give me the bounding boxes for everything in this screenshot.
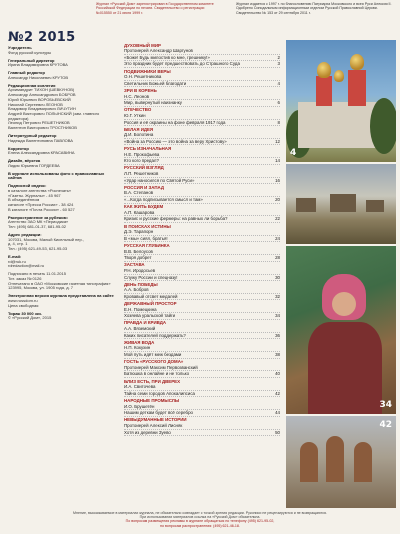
toc-entry	[124, 307, 280, 314]
toc-page-number: 36	[275, 332, 280, 338]
tree-shape	[370, 98, 396, 154]
imprint-line: Валентин Викторович ТРОСТНИКОВ	[8, 125, 77, 131]
toc-entry-title: «Удар наносился по Святой Руси»	[124, 177, 195, 183]
woman-portrait-photo	[286, 246, 396, 414]
toc-entry-title: Протоиерей Максим Первозванский	[124, 364, 198, 370]
imprint-block	[8, 172, 118, 181]
golden-dome-icon	[350, 54, 364, 70]
toc-page-number: 22	[275, 216, 280, 222]
toc-entry-title: «Война за Россию — это война за веру Христову»	[124, 138, 227, 144]
imprint-column	[8, 46, 118, 324]
imprint-heading: Распространение за рубежом:	[8, 214, 68, 220]
toc-entry-title: Д.И. Болотина	[124, 132, 154, 138]
toc-entry	[124, 61, 280, 68]
toc-entry	[124, 326, 280, 333]
toc-entry	[124, 94, 280, 101]
imprint-line: Подписано в печать 11.01.2015	[8, 271, 66, 277]
imprint-heading: Дизайн, вёрстка	[8, 158, 41, 164]
footer-line: Мнение, высказываемое в материалах журнала, не обязательно совпадает с точкой зрения редакции. Рукописи не рецензируются и не возвращаются.	[73, 511, 327, 515]
toc-entry	[124, 371, 280, 378]
imprint-line: Тел: (495) 681-01-37, 681-95-02	[8, 224, 67, 230]
imprint-line: д. 4, стр. 1	[8, 241, 28, 247]
toc-entry	[124, 171, 280, 178]
imprint-line: Александр Николаевич КРУТОВ	[8, 74, 69, 80]
toc-page-number: 42	[275, 390, 280, 396]
toc-page-number: 50	[275, 429, 280, 435]
table-of-contents	[124, 42, 280, 436]
toc-section-heading: ПОДВИЖНИКИ ВЕРЫ	[124, 68, 171, 74]
toc-section-heading: ДУХОВНЫЙ МИР	[124, 42, 161, 48]
toc-entry	[124, 391, 280, 398]
toc-entry-title: Светильник Божьей благодати	[124, 80, 187, 86]
footer-notice	[8, 511, 392, 528]
imprint-line: Лидия Юрьевна ГОРДЕЕВА	[8, 162, 60, 168]
imprint-line: Ирина Владимировна КРУТОВА	[8, 62, 68, 68]
imprint-block	[8, 233, 118, 252]
imprint-line: 107031, Москва, Малый Кисельный пер.,	[8, 236, 84, 242]
imprint-block	[8, 312, 118, 321]
toc-entry	[124, 113, 280, 120]
toc-entry-title: Батюшка в онлайне и не только	[124, 371, 190, 377]
footer-line: При использовании материалов ссылка на «Русский Дом» обязательна.	[139, 515, 261, 520]
toc-entry	[124, 197, 280, 204]
toc-entry-title: Кровавый отсвет медалей	[124, 293, 178, 299]
imprint-line: В каталоге «Почта России» - 60 527	[8, 206, 75, 212]
imprint-line: rdredaction@mail.ru	[8, 263, 45, 269]
registration-note	[96, 2, 218, 15]
toc-entry	[124, 423, 280, 430]
blessing-note	[236, 2, 396, 15]
golden-dome-icon	[317, 62, 331, 78]
toc-entry	[124, 249, 280, 256]
toc-entry	[124, 410, 280, 417]
church-tower	[316, 76, 332, 106]
imprint-block	[8, 159, 118, 168]
toc-entry-title: О.Н. Решетникова	[124, 74, 162, 80]
imprint-heading: Адрес редакции:	[8, 232, 42, 238]
toc-page-number: 4	[277, 80, 280, 86]
imprint-line: © «Русский Дом», 2015	[8, 315, 52, 321]
imprint-block	[8, 147, 118, 156]
arch-shape	[354, 442, 372, 482]
imprint-line: Цена свободная	[8, 302, 39, 308]
toc-page-number: 30	[275, 274, 280, 280]
toc-entry	[124, 100, 280, 107]
toc-section-heading: ПРАВДА И КРИВДА	[124, 320, 167, 326]
toc-page-number: 40	[275, 371, 280, 377]
toc-entry-title: Хотя из деревни Зуево	[124, 429, 171, 435]
toc-page-number: 44	[275, 410, 280, 416]
toc-entry	[124, 313, 280, 320]
imprint-line: в каталоге агентства «Роспечать»	[8, 188, 72, 194]
toc-entry-title: Хозяева уральской тайги	[124, 313, 176, 319]
toc-entry-title: Каких писателей поддержать?	[124, 332, 186, 338]
toc-page-number: 38	[275, 352, 280, 357]
imprint-heading: Подписной индекс:	[8, 183, 47, 189]
house-shape	[366, 200, 384, 212]
toc-section-heading: ЗРИ В КОРЕНЬ	[124, 87, 157, 93]
toc-entry	[124, 404, 280, 411]
imprint-line: Александр Александрович БОБРОВ	[8, 92, 76, 98]
footer-line: По вопросам размещения рекламы в журнале обращаться по телефону (495) 621-95-02,	[125, 519, 275, 524]
toc-entry-title: В.В. Белоусов	[124, 248, 153, 254]
toc-entry-title: Служу России и спецназу!	[124, 274, 178, 280]
coat-shape	[308, 322, 382, 414]
issue-number: №2 2015	[8, 30, 76, 45]
photo-page-number: 34	[379, 400, 392, 410]
toc-section-heading: КАК ЖИТЬ БУДЕМ	[124, 204, 164, 210]
imprint-line: rd@ruk.ru	[8, 258, 26, 264]
toc-entry-title: Н.Е. Прокофьева	[124, 151, 160, 157]
toc-entry-title: Н.П. Кокухин	[124, 345, 151, 351]
toc-entry	[124, 365, 280, 372]
golden-dome-icon	[334, 70, 344, 82]
toc-section-heading: ЖИВАЯ ВОДА	[124, 339, 155, 345]
toc-page-number: 14	[275, 158, 280, 164]
toc-page-number: 16	[275, 177, 280, 183]
toc-entry	[124, 333, 280, 340]
toc-entry	[124, 74, 280, 81]
toc-entry	[124, 229, 280, 236]
toc-entry-title: А.А. Вяземский	[124, 326, 156, 332]
imprint-line: Тел.: (495) 621-49-53, 621-95-03	[8, 246, 68, 252]
imprint-line: Фонд русской культуры	[8, 49, 52, 55]
imprint-line: Агентство ЗАО МК «Периодика»	[8, 219, 69, 225]
imprint-heading: Электронная версия журнала представлена на сайте	[8, 293, 114, 299]
toc-entry-title: И.А. Свиточева	[124, 384, 156, 390]
toc-entry-title: Протоиерей Алексий Лисняк	[124, 422, 183, 428]
toc-entry-title: Е.Н. Помецкина	[124, 306, 157, 312]
toc-section-heading: НАРОДНЫЕ ПРОМЫСЛЫ	[124, 397, 180, 403]
imprint-block	[8, 71, 118, 80]
imprint-heading: Генеральный директор	[8, 57, 55, 63]
toc-entry-title: Россия и её окраины на фоне февраля 1917 года	[124, 119, 226, 125]
imprint-heading: Главный редактор	[8, 70, 45, 76]
toc-section-heading: ДЕНЬ ПОБЕДЫ	[124, 281, 158, 287]
imprint-heading: Корректор	[8, 145, 29, 151]
toc-entry	[124, 55, 280, 62]
toc-entry	[124, 132, 280, 139]
toc-entry-title: Мой путь идёт меж бездами	[124, 352, 182, 357]
toc-section-heading: ГОСТЬ «РУССКОГО ДОМА»	[124, 359, 184, 365]
imprint-block	[8, 184, 118, 212]
imprint-line: Отпечатано в ОАО «Московские газетная типография»	[8, 280, 111, 286]
imprint-block	[8, 272, 118, 291]
village-photo	[286, 164, 396, 244]
church-tower	[348, 70, 366, 106]
toc-section-heading: ЗАСТАВА	[124, 262, 145, 268]
church-photo	[286, 40, 396, 162]
toc-entry	[124, 190, 280, 197]
toc-section-heading: БЛИЗ ЕСТЬ, ПРИ ДВЕРЕХ	[124, 378, 180, 384]
toc-page-number: 3	[277, 61, 280, 67]
toc-page-number: 34	[275, 313, 280, 319]
toc-entry	[124, 139, 280, 146]
imprint-line: 123995, Москва, ул. 1905 года, д. 7	[8, 285, 73, 291]
toc-entry-title: Мир, вывернутый наизнанку	[124, 100, 182, 106]
ruined-church-photo	[286, 416, 396, 508]
photo-page-number: 4	[290, 148, 297, 158]
house-shape	[296, 198, 316, 212]
house-shape	[330, 194, 356, 212]
imprint-line: Тит. заказ № 0126	[8, 276, 42, 282]
toc-entry	[124, 345, 280, 352]
imprint-line: «Газеты. Журналы» - 45 967	[8, 192, 61, 198]
imprint-block	[8, 216, 118, 230]
toc-page-number: 32	[275, 293, 280, 299]
toc-entry	[124, 158, 280, 165]
imprint-line: Владимир Владимирович ЛИЧУТИН	[8, 106, 76, 112]
toc-entry-title: В.А. Степанов	[124, 190, 154, 196]
imprint-block	[8, 84, 118, 131]
toc-section-heading: РОССИЯ И ЗАПАД	[124, 184, 165, 190]
toc-section-heading: РУССКАЯ ГЛУБИНКА	[124, 242, 170, 248]
toc-entry-title: Творя добрет	[124, 255, 152, 261]
imprint-line: Леонид Петрович РЕШЕТНИКОВ	[8, 120, 70, 126]
toc-entry-title: Протоиерей Александр Шаргунов	[124, 48, 193, 54]
toc-entry-title: А.П. Кашарова	[124, 209, 155, 215]
toc-section-heading: БЕЛАЯ ИДЕЯ	[124, 126, 154, 132]
photo-page-number: 42	[379, 420, 392, 430]
toc-page-number: 20	[275, 197, 280, 202]
imprint-line: www.russdom.ru	[8, 298, 38, 304]
toc-entry	[124, 236, 280, 243]
imprint-block	[8, 46, 118, 55]
toc-entry	[124, 120, 280, 127]
toc-section-heading: В ПОИСКАХ ИСТИНЫ	[124, 223, 171, 229]
imprint-line: каталоге «Пресса России» - 38 424	[8, 202, 74, 208]
toc-entry-title: Кризис и русские фермеры: на равных ли борьба?	[124, 216, 228, 222]
toc-entry-title: Это праздник будет предшествовать до Страшного Суда	[124, 61, 240, 67]
toc-page-number: 2	[277, 54, 280, 60]
toc-page-number: 28	[275, 255, 280, 261]
registration-text: Журнал «Русский Дом» зарегистрирован в Государственном комитете Российской Федерации по печати. Свидетельство о регистрации №015550 от 21 июля 1999 г.	[96, 2, 214, 15]
toc-entry	[124, 210, 280, 217]
imprint-heading: E-mail:	[8, 254, 22, 260]
toc-page-number: 8	[277, 119, 280, 125]
imprint-block	[8, 59, 118, 68]
toc-entry-title: Р.Н. Иродосьев	[124, 267, 156, 273]
imprint-heading: В журнале использованы фото с православных сайтов	[8, 170, 105, 181]
toc-entry-title: «...Когда подписывается смысл и там»	[124, 197, 203, 202]
toc-entry	[124, 152, 280, 159]
toc-page-number: 6	[277, 100, 280, 106]
toc-section-heading: РУСЬ ИЗНАЧАЛЬНАЯ	[124, 146, 172, 152]
imprint-heading: Редакционная коллегия	[8, 82, 56, 88]
toc-entry	[124, 352, 280, 359]
toc-entry	[124, 294, 280, 301]
toc-page-number: 12	[275, 138, 280, 144]
toc-page-number: 24	[275, 235, 280, 241]
toc-entry	[124, 384, 280, 391]
imprint-block	[8, 294, 118, 308]
toc-entry-title: В «мы» сиял, братья!	[124, 235, 168, 241]
imprint-line: В объединённом	[8, 197, 40, 203]
toc-section-heading: ОТЕЧЕСТВО	[124, 107, 152, 113]
footer-line: по вопросам распространения: (495) 621-46-18.	[160, 523, 240, 528]
imprint-block	[8, 255, 118, 269]
imprint-line: Андрей Викторович ПОЛЫНСКИЙ (зам. главного редактора)	[8, 111, 100, 121]
toc-entry-title: Л.П. Решетников	[124, 171, 159, 177]
toc-entry	[124, 81, 280, 88]
imprint-line: Елена Александровна КРАСАВИНА	[8, 150, 75, 156]
toc-entry	[124, 48, 280, 55]
arch-shape	[326, 436, 344, 482]
toc-entry	[124, 275, 280, 282]
toc-entry-title: «Боже! Будь милостив ко мне, грешнику!»	[124, 54, 210, 60]
imprint-line: Надежда Валентиновна ПАВЛОВА	[8, 137, 73, 143]
imprint-heading: Учредитель	[8, 45, 32, 50]
imprint-heading: Тираж 30 000 экз.	[8, 310, 43, 316]
face-shape	[332, 292, 356, 316]
toc-entry	[124, 178, 280, 185]
toc-entry-title: Д.Э. Тарапорн	[124, 229, 154, 235]
toc-entry	[124, 430, 280, 437]
imprint-heading: Литературный редактор	[8, 133, 57, 138]
toc-entry-title: И.О. Брушетён	[124, 403, 155, 409]
imprint-block	[8, 134, 118, 143]
toc-entry	[124, 268, 280, 275]
toc-entry	[124, 287, 280, 294]
toc-entry	[124, 255, 280, 262]
toc-entry-title: А.А. Бобров	[124, 287, 149, 293]
toc-section-heading: РУССКИЙ ВЗГЛЯД	[124, 165, 164, 171]
toc-section-heading: НЕВЫДУМАННЫЕ ИСТОРИИ	[124, 417, 187, 423]
toc-entry-title: Тайна семи городов Апокалипсиса	[124, 390, 195, 396]
arch-shape	[300, 442, 318, 482]
imprint-line: Юрий Юрьевич ВОРОБЬЕВСКИЙ	[8, 96, 71, 102]
imprint-line: Архимандрит ТИХОН (ШЕВКУНОВ)	[8, 87, 75, 93]
toc-section-heading: ДЕРЖАВНЫЙ ПРОСТОР	[124, 301, 177, 307]
toc-entry-title: Ю.Г. Уткин	[124, 112, 146, 118]
toc-entry-title: Н.С. Леонов	[124, 93, 149, 99]
blessing-text: Журнал издается с 1997 г. по благословению Патриарха Московского и всея Руси Алексия II. Одобрено Синодальным информационным отделом Русской Православной Церкви. Свидетельство № 153 от 29 сентября 2011 г.	[236, 2, 392, 15]
imprint-line: Николай Сергеевич ЛЕОНОВ	[8, 101, 63, 107]
toc-entry-title: Кто кого предал?	[124, 158, 159, 164]
toc-entry-title: Нашим деткам будет всё серебро	[124, 410, 193, 416]
toc-entry	[124, 216, 280, 223]
